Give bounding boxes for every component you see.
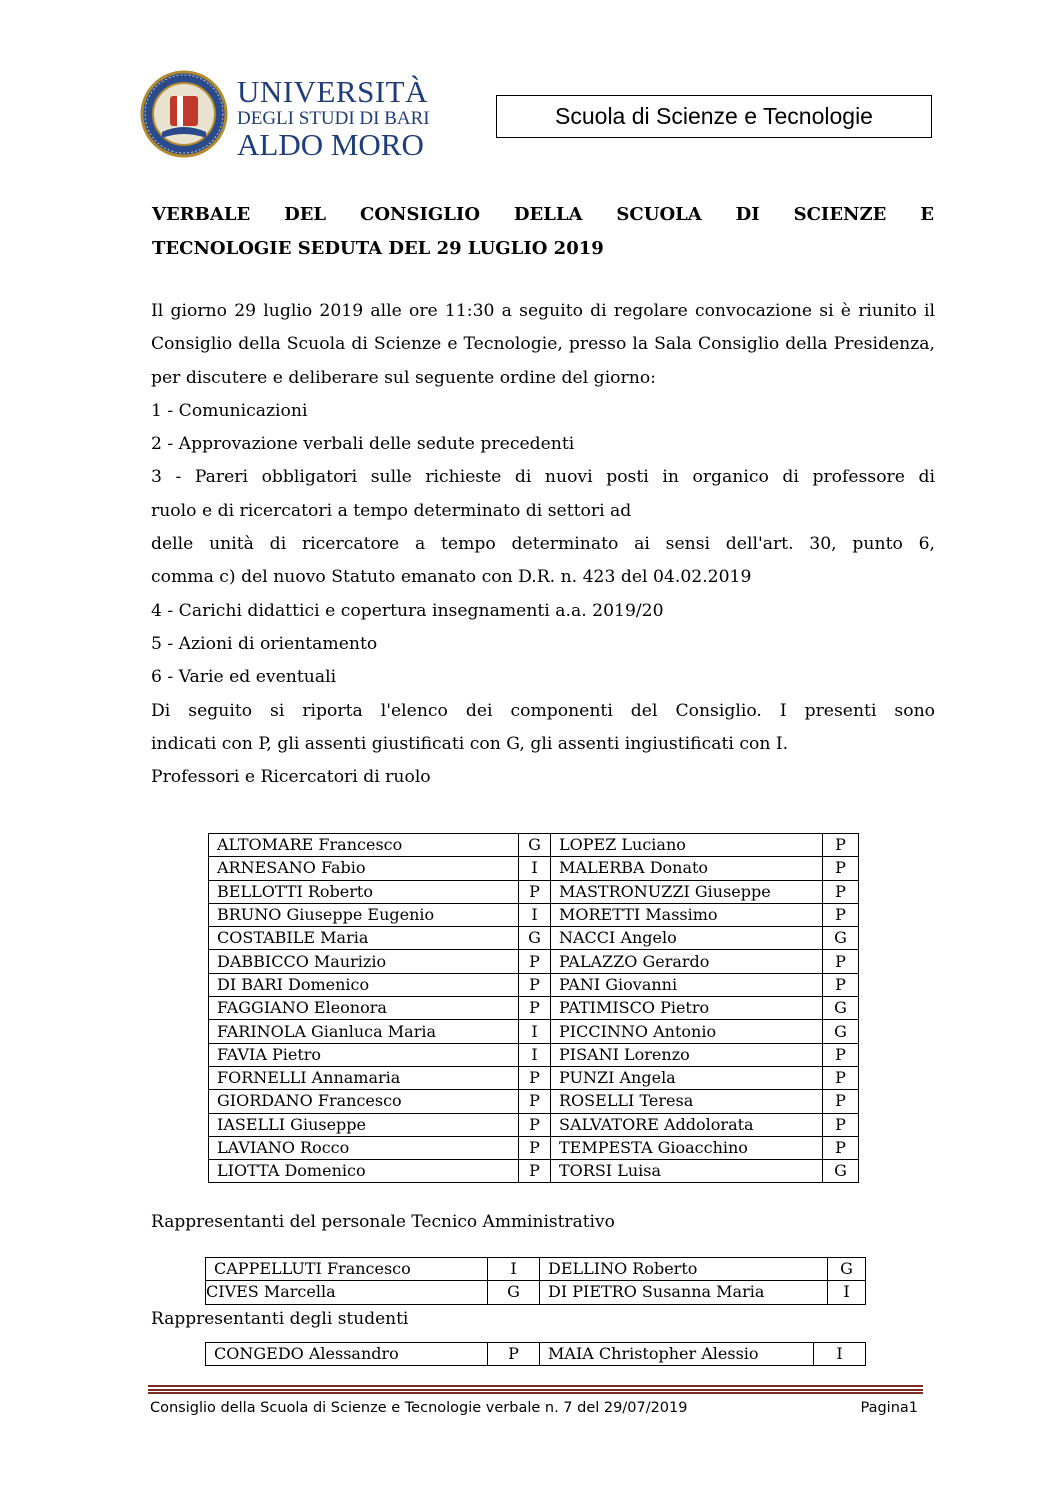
title-line-2: TECNOLOGIE SEDUTA DEL 29 LUGLIO 2019 — [152, 238, 604, 259]
member-name-cell: IASELLI Giuseppe — [209, 1113, 519, 1136]
attendance-code-cell: P — [519, 973, 551, 996]
logo-line-1: UNIVERSITÀ — [237, 74, 428, 109]
member-name-cell: ALTOMARE Francesco — [209, 834, 519, 857]
member-name-cell: LIOTTA Domenico — [209, 1160, 519, 1183]
attendance-code-cell: P — [823, 973, 859, 996]
title-line-1: VERBALE DEL CONSIGLIO DELLA SCUOLA DI SCIENZE E — [152, 204, 934, 225]
attendance-code-cell: G — [488, 1281, 540, 1304]
document-body — [151, 295, 935, 794]
attendance-code-cell: G — [828, 1258, 866, 1281]
member-name-cell: LAVIANO Rocco — [209, 1136, 519, 1159]
member-name-cell: MORETTI Massimo — [551, 903, 823, 926]
staff-table-body — [206, 1258, 866, 1305]
member-name-cell: ROSELLI Teresa — [551, 1090, 823, 1113]
member-name-cell: CAPPELLUTI Francesco — [206, 1258, 488, 1281]
attendance-code-cell: P — [823, 903, 859, 926]
legend-paragraph — [151, 695, 935, 762]
table-row — [209, 880, 859, 903]
attendance-code-cell: P — [519, 1136, 551, 1159]
member-name-cell: MALERBA Donato — [551, 857, 823, 880]
attendance-code-cell: G — [519, 834, 551, 857]
member-name-cell: PATIMISCO Pietro — [551, 997, 823, 1020]
footer-rule — [148, 1385, 923, 1394]
table-row — [209, 997, 859, 1020]
attendance-code-cell: P — [823, 1090, 859, 1113]
attendance-code-cell: I — [828, 1281, 866, 1304]
table-row — [209, 1136, 859, 1159]
member-name-cell: DABBICCO Maurizio — [209, 950, 519, 973]
member-name-cell: FARINOLA Gianluca Maria — [209, 1020, 519, 1043]
agenda-item-4: 4 - Carichi didattici e copertura insegnamenti a.a. 2019/20 — [151, 600, 664, 621]
intro-paragraph: Il giorno 29 luglio 2019 alle ore 11:30 a seguito di regolare convocazione si è riunito il Consiglio della Scuola di Scienze e Tecnologie, presso la Sala Consiglio della Presidenza, per discutere e deliberare sul seguente ordine del giorno: — [151, 301, 935, 388]
member-name-cell: FORNELLI Annamaria — [209, 1066, 519, 1089]
member-name-cell: PALAZZO Gerardo — [551, 950, 823, 973]
attendance-code-cell: P — [519, 1113, 551, 1136]
member-name-cell: CIVES Marcella — [206, 1281, 488, 1304]
member-name-cell: GIORDANO Francesco — [209, 1090, 519, 1113]
agenda-item-3-line-3: delle unità di ricercatore a tempo determinato ai sensi dell'art. 30, punto 6, — [151, 534, 935, 555]
students-attendance-table — [205, 1342, 866, 1366]
attendance-code-cell: I — [519, 1043, 551, 1066]
member-name-cell: MASTRONUZZI Giuseppe — [551, 880, 823, 903]
professors-attendance-table — [208, 833, 859, 1183]
member-name-cell: ARNESANO Fabio — [209, 857, 519, 880]
attendance-code-cell: I — [519, 903, 551, 926]
attendance-code-cell: G — [823, 997, 859, 1020]
table-row — [209, 1066, 859, 1089]
legend-line-2: indicati con P, gli assenti giustificati con G, gli assenti ingiustificati con I. — [151, 733, 789, 754]
legend-line-1: Di seguito si riporta l'elenco dei componenti del Consiglio. I presenti sono — [151, 700, 935, 721]
agenda-item-1: 1 - Comunicazioni — [151, 400, 308, 421]
attendance-code-cell: P — [823, 1136, 859, 1159]
table-row — [209, 834, 859, 857]
university-seal-icon — [140, 70, 228, 158]
member-name-cell: MAIA Christopher Alessio — [540, 1343, 814, 1366]
agenda-item-5: 5 - Azioni di orientamento — [151, 633, 378, 654]
university-wordmark — [237, 76, 430, 160]
table-row — [209, 973, 859, 996]
table-row — [206, 1281, 866, 1304]
member-name-cell: FAVIA Pietro — [209, 1043, 519, 1066]
member-name-cell: SALVATORE Addolorata — [551, 1113, 823, 1136]
attendance-code-cell: I — [814, 1343, 866, 1366]
member-name-cell: COSTABILE Maria — [209, 927, 519, 950]
logo-line-2: DEGLI STUDI DI BARI — [237, 108, 430, 129]
attendance-code-cell: P — [823, 857, 859, 880]
table-row — [206, 1343, 866, 1366]
table-row — [209, 903, 859, 926]
table-row — [209, 950, 859, 973]
member-name-cell: DELLINO Roberto — [540, 1258, 828, 1281]
table-row — [209, 1090, 859, 1113]
table-row — [209, 1020, 859, 1043]
table-row — [209, 1043, 859, 1066]
section-professors-label: Professori e Ricercatori di ruolo — [151, 767, 431, 788]
table-row — [209, 1113, 859, 1136]
students-table-body — [206, 1343, 866, 1366]
attendance-code-cell: P — [823, 834, 859, 857]
logo-line-3: ALDO MORO — [237, 127, 424, 162]
attendance-code-cell: P — [519, 950, 551, 973]
member-name-cell: PISANI Lorenzo — [551, 1043, 823, 1066]
attendance-code-cell: G — [823, 927, 859, 950]
agenda-item-6: 6 - Varie ed eventuali — [151, 667, 337, 688]
attendance-code-cell: P — [823, 1066, 859, 1089]
member-name-cell: LOPEZ Luciano — [551, 834, 823, 857]
member-name-cell: DI BARI Domenico — [209, 973, 519, 996]
table-row — [206, 1258, 866, 1281]
member-name-cell: PANI Giovanni — [551, 973, 823, 996]
agenda-item-2: 2 - Approvazione verbali delle sedute precedenti — [151, 434, 575, 455]
attendance-code-cell: G — [519, 927, 551, 950]
member-name-cell: TEMPESTA Gioacchino — [551, 1136, 823, 1159]
member-name-cell: BELLOTTI Roberto — [209, 880, 519, 903]
section-staff-label: Rappresentanti del personale Tecnico Amministrativo — [151, 1212, 615, 1232]
member-name-cell: FAGGIANO Eleonora — [209, 997, 519, 1020]
attendance-code-cell: P — [823, 950, 859, 973]
attendance-code-cell: P — [519, 1066, 551, 1089]
agenda-item-3 — [151, 461, 935, 594]
attendance-code-cell: P — [519, 880, 551, 903]
member-name-cell: NACCI Angelo — [551, 927, 823, 950]
staff-attendance-table — [205, 1257, 866, 1305]
attendance-code-cell: P — [519, 1090, 551, 1113]
school-name-box: Scuola di Scienze e Tecnologie — [496, 95, 932, 138]
table-row — [209, 1160, 859, 1183]
member-name-cell: PUNZI Angela — [551, 1066, 823, 1089]
attendance-code-cell: I — [488, 1258, 540, 1281]
member-name-cell: TORSI Luisa — [551, 1160, 823, 1183]
attendance-code-cell: P — [823, 880, 859, 903]
member-name-cell: CONGEDO Alessandro — [206, 1343, 488, 1366]
agenda-item-3-line-1: 3 - Pareri obbligatori sulle richieste di nuovi posti in organico di professore di — [151, 467, 935, 488]
professors-table-body — [209, 834, 859, 1183]
attendance-code-cell: I — [519, 1020, 551, 1043]
attendance-code-cell: P — [519, 997, 551, 1020]
page-number: Pagina1 — [860, 1400, 918, 1416]
section-students-label: Rappresentanti degli studenti — [151, 1309, 409, 1329]
member-name-cell: PICCINNO Antonio — [551, 1020, 823, 1043]
attendance-code-cell: P — [823, 1113, 859, 1136]
document-title — [152, 198, 934, 266]
footer-text: Consiglio della Scuola di Scienze e Tecnologie verbale n. 7 del 29/07/2019 — [150, 1400, 688, 1416]
table-row — [209, 927, 859, 950]
attendance-code-cell: G — [823, 1160, 859, 1183]
member-name-cell: BRUNO Giuseppe Eugenio — [209, 903, 519, 926]
agenda-item-3-line-2: ruolo e di ricercatori a tempo determinato di settori ad — [151, 500, 632, 521]
attendance-code-cell: I — [519, 857, 551, 880]
attendance-code-cell: P — [488, 1343, 540, 1366]
attendance-code-cell: P — [823, 1043, 859, 1066]
university-logo — [140, 70, 440, 160]
table-row — [209, 857, 859, 880]
attendance-code-cell: G — [823, 1020, 859, 1043]
attendance-code-cell: P — [519, 1160, 551, 1183]
agenda-item-3-line-4: comma c) del nuovo Statuto emanato con D.R. n. 423 del 04.02.2019 — [151, 567, 752, 588]
member-name-cell: DI PIETRO Susanna Maria — [540, 1281, 828, 1304]
